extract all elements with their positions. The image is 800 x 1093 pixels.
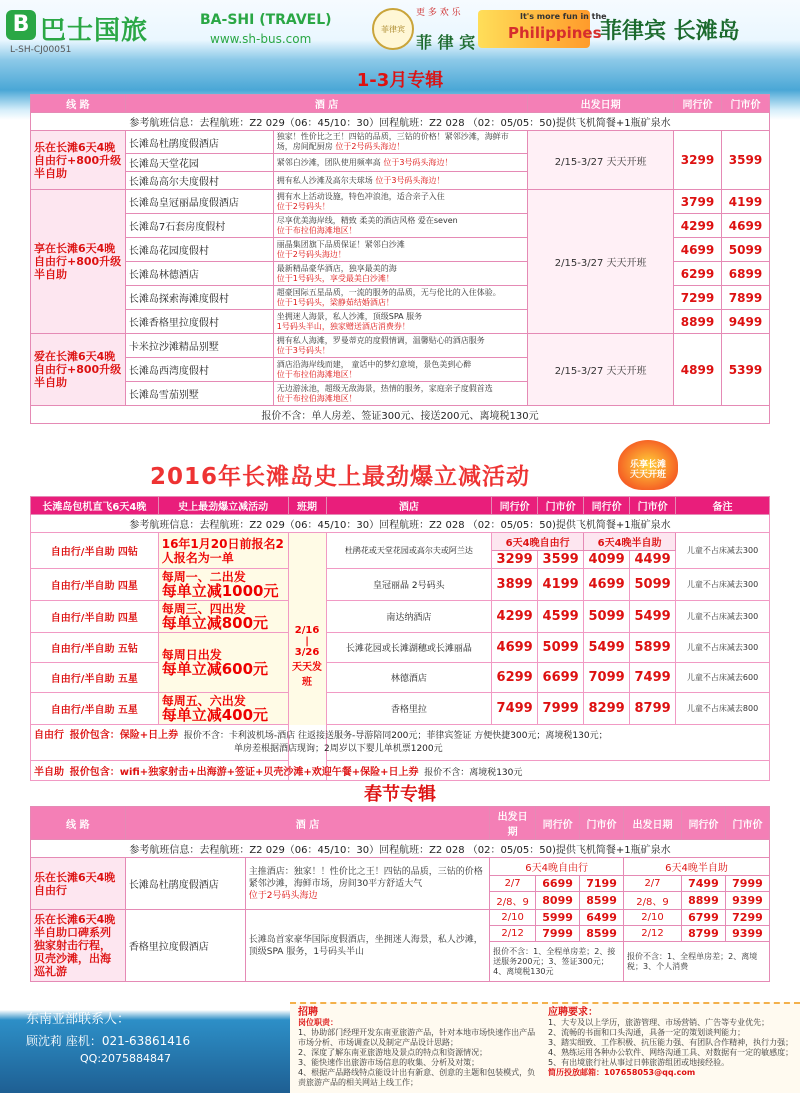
promo-offer-1: 16年1月20日前报名2人报名为一单: [158, 533, 288, 569]
jobs-duties: [298, 1008, 538, 1088]
s3-header-trade: 同行价: [536, 807, 580, 840]
s3-route-2: 乐在长滩6天4晚半自助口碑系列独家射击行程，贝壳沙滩，出海巡礼游: [31, 910, 126, 982]
trade-price: 3299: [674, 131, 722, 190]
jobs-req-item: 5、有出境旅行社从事过日韩旅游组团或地接经验。: [548, 1058, 730, 1067]
jobs-title: 招聘: [298, 1007, 318, 1018]
promo-price: 4299: [492, 601, 538, 633]
promo-header-offer: 史上最劲爆立减活动: [158, 497, 288, 515]
s3-desc-2: 长滩岛首家豪华国际度假酒店，坐拥迷人海景，私人沙滩，顶级SPA 服务，1号码头半山: [245, 910, 489, 982]
promo-hotel: 杜鹃花或天堂花园或高尔夫或阿兰达: [326, 533, 492, 569]
promo-period: 2/16 | 3/26 天天发班: [288, 533, 326, 781]
promo-category: 自由行/半自助 四星: [31, 569, 159, 601]
hotel-name: 长滩岛杜鹃度假酒店: [125, 131, 273, 154]
promo-header-retail: 门市价: [538, 497, 584, 515]
promo-price: 7099: [584, 663, 630, 693]
hotel-name: 卡米拉沙滩精品别墅: [125, 334, 273, 358]
brand-english: BA-SHI (TRAVEL): [200, 12, 332, 28]
promo-header-retail-2: 门市价: [630, 497, 676, 515]
promo-price: 4499: [630, 551, 676, 569]
promo-category: 自由行/半自助 五钻: [31, 633, 159, 663]
promo-category: 自由行/半自助 五星: [31, 693, 159, 725]
s3-price: 9399: [725, 926, 769, 942]
s3-header-retail-2: 门市价: [725, 807, 769, 840]
promo-price: 8299: [584, 693, 630, 725]
section3-title: 春节专辑: [364, 784, 436, 805]
promo-category: 自由行/半自助 五星: [31, 663, 159, 693]
promo-price: 7999: [538, 693, 584, 725]
section1-table: [30, 94, 770, 424]
s3-date: 2/7: [624, 876, 682, 892]
hotel-desc: 紧邻白沙滩，团队使用频率高 位于3号码头海边！: [273, 154, 527, 172]
departure-date: 2/15-3/27 天天开班: [528, 190, 674, 334]
retail-price: 9499: [721, 310, 769, 334]
flight-reference: 参考航班信息：去程航班：Z2 029（06：45/10：30）回程航班：Z2 028 （02：05/05：50)提供飞机简餐+1瓶矿泉水: [31, 113, 770, 131]
jobs-req-item: 3、踏实细致、工作积极、抗压能力强、有团队合作精神，执行力强；: [548, 1038, 794, 1047]
philippines-seal-icon: 菲律宾: [372, 8, 414, 50]
s3-header-hotel: 酒 店: [125, 807, 489, 840]
hotel-name: 长滩岛西湾度假村: [125, 358, 273, 382]
hotel-desc: 独家！性价比之王！四钻的品质，三钻的价格！紧邻沙滩，海鲜市场，房间配厨房 位于2号码头海边！: [273, 131, 527, 154]
contact-title: 东南亚部联系人：: [26, 1012, 131, 1027]
retail-price: 7899: [721, 286, 769, 310]
excluded-costs: 报价不含：单人房差、签证300元、接送200元、离境税130元: [31, 406, 770, 424]
hotel-name: 长滩岛探索海滩度假村: [125, 286, 273, 310]
retail-price: 5099: [721, 238, 769, 262]
promo-price: 5099: [630, 569, 676, 601]
promo-note: 儿童不占床减去300: [676, 601, 770, 633]
contact-name-phone: 顾沈莉 座机：021-63861416: [26, 1034, 191, 1048]
retail-price: 5399: [721, 334, 769, 406]
fire-badge-text: 乐享长滩 天天开班: [629, 460, 666, 480]
trade-price: 3799: [674, 190, 722, 214]
promo-header-route: 长滩岛包机直飞6天4晚: [31, 497, 159, 515]
s3-price: 7999: [536, 926, 580, 942]
hotel-desc: 无边游泳池，超级无敌海景，热情的服务，家庭亲子度假首选 位于布拉伯海滩地区！: [273, 382, 527, 406]
destination-title: 菲律宾 长滩岛: [600, 19, 740, 44]
promo-header-hotel: 酒店: [326, 497, 492, 515]
s3-hotel-1: 长滩岛杜鹃度假酒店: [125, 858, 245, 910]
section3-table: [30, 806, 770, 982]
promo-hotel: 皇冠丽晶 2号码头: [326, 569, 492, 601]
route-name: 乐在长滩6天4晚自由行+800升级半自助: [31, 131, 126, 190]
header: [0, 0, 800, 64]
promo-flight-reference: 参考航班信息：去程航班：Z2 029（06：45/10：30）回程航班：Z2 028 （02：05/05：50)提供飞机简餐+1瓶矿泉水: [31, 515, 770, 533]
jobs-email[interactable]: 107658053@qq.com: [604, 1068, 696, 1077]
s3-date: 2/8、9: [624, 892, 682, 910]
promo-price: 5499: [630, 601, 676, 633]
hotel-name: 长滩香格里拉度假村: [125, 310, 273, 334]
s3-price: 9399: [725, 892, 769, 910]
promo-col-free: 6天4晚自由行: [492, 533, 584, 551]
hotel-name: 长滩岛林德酒店: [125, 262, 273, 286]
promo-price: 4099: [584, 551, 630, 569]
promo-price: 8799: [630, 693, 676, 725]
hotel-desc: 拥有私人海滩，罗曼蒂克的度假情调，温馨贴心的酒店服务 位于3号码头！: [273, 334, 527, 358]
promo-hotel: 长滩花园或长滩湖穗或长滩丽晶: [326, 633, 492, 663]
s3-price: 8599: [580, 892, 624, 910]
s3-price: 8899: [681, 892, 725, 910]
trade-price: 4699: [674, 238, 722, 262]
promo-hotel: 林德酒店: [326, 663, 492, 693]
jobs-req-item: 2、流畅的书面和口头沟通，具备一定的策划谈判能力；: [548, 1028, 746, 1037]
s3-price: 8799: [681, 926, 725, 942]
s3-date: 2/12: [490, 926, 536, 942]
s3-price: 7999: [725, 876, 769, 892]
s3-hotel-2: 香格里拉度假酒店: [125, 910, 245, 982]
jobs-duty-title: 岗位职责：: [298, 1018, 338, 1027]
fun-slogan: 更 多 欢 乐: [416, 8, 461, 18]
promo-price: 5099: [538, 633, 584, 663]
s3-excl-half: 报价不含：1、全程单房差；2、离境税；3、个人消费: [624, 942, 770, 982]
jobs-duty-item: 1、协助部门经理开发东南亚旅游产品，针对本地市场快速作出产品市场分析、市场调查以及制定产品设计思路；: [298, 1028, 536, 1047]
hotel-desc: 丽晶集团旗下品质保证！紧邻白沙滩 位于2号码头海边！: [273, 238, 527, 262]
promo-price: 6299: [492, 663, 538, 693]
departure-date: 2/15-3/27 天天开班: [528, 131, 674, 190]
promo-half-terms: 半自助 报价包含：wifi+独家射击+出海游+签证+贝壳沙滩+欢迎午餐+保险+日上券 报价不含：离境税130元: [31, 761, 770, 781]
hotel-desc: 最新精品豪华酒店，独享最美的海 位于1号码头，享受最美白沙滩！: [273, 262, 527, 286]
s3-excl-free: 报价不含：1、全程单房差；2、接送服务200元；3、签证300元；4、离境税130元: [490, 942, 624, 982]
philippines-name: Philippines: [508, 24, 602, 42]
promo-price: 5899: [630, 633, 676, 663]
promo-offer-4: 每周日出发 每单立减600元: [158, 633, 288, 693]
hotel-name: 长滩岛天堂花园: [125, 154, 273, 172]
s3-price: 7199: [580, 876, 624, 892]
retail-price: 3599: [721, 131, 769, 190]
promo-note: 儿童不占床减去800: [676, 693, 770, 725]
jobs-req-item: 4、熟练运用各种办公软件、网络沟通工具、对数据有一定的敏感度；: [548, 1048, 794, 1057]
hotel-desc: 酒店沿海岸线而建， 童话中的梦幻意境，景色美到心醉 位于布拉伯海滩地区！: [273, 358, 527, 382]
s3-header-retail: 门市价: [580, 807, 624, 840]
s3-price: 6799: [681, 910, 725, 926]
hotel-name: 长滩岛皇冠丽晶度假酒店: [125, 190, 273, 214]
retail-price: 6899: [721, 262, 769, 286]
s3-header-trade-2: 同行价: [681, 807, 725, 840]
promo-header-note: 备注: [676, 497, 770, 515]
promo-header-trade-2: 同行价: [584, 497, 630, 515]
contact-qq: QQ:2075884847: [80, 1052, 172, 1065]
promo-header-period: 班期: [288, 497, 326, 515]
trade-price: 7299: [674, 286, 722, 310]
jobs-requirements: [548, 1008, 794, 1078]
promo-price: 7499: [630, 663, 676, 693]
promo-offer-3: 每周三、四出发 每单立减800元: [158, 601, 288, 633]
s3-flight-reference: 参考航班信息：去程航班：Z2 029（06：45/10：30）回程航班：Z2 028 （02：05/05：50)提供飞机简餐+1瓶矿泉水: [31, 840, 770, 858]
s3-price: 8599: [580, 926, 624, 942]
promo-free-terms: 自由行 报价包含：保险+日上券 报价不含：卡利波机场-酒店 往返接送服务-导游陪同200元；菲律宾签证 方便快捷300元；离境税130元； 单房差根据酒店现询；2周岁以下婴儿单机票1200元: [31, 725, 770, 761]
hotel-desc: 拥有私人沙滩及高尔夫球场 位于3号码头海边！: [273, 172, 527, 190]
jobs-email-label: 简历投放邮箱：: [548, 1068, 604, 1077]
jobs-req-item: 1、大专及以上学历，旅游管理、市场营销、广告等专业优先；: [548, 1018, 770, 1027]
promo-header-trade: 同行价: [492, 497, 538, 515]
trade-price: 6299: [674, 262, 722, 286]
header-hotel: 酒 店: [125, 95, 527, 113]
s3-header-route: 线 路: [31, 807, 126, 840]
s3-price: 6499: [580, 910, 624, 926]
promo-price: 6699: [538, 663, 584, 693]
s3-header-date: 出发日期: [490, 807, 536, 840]
jobs-req-title: 应聘要求：: [548, 1007, 598, 1018]
promo-category: 自由行/半自助 四星: [31, 601, 159, 633]
section1-title: 1-3月专辑: [356, 70, 444, 91]
route-name: 享在长滩6天4晚自由行+800升级半自助: [31, 190, 126, 334]
jobs-duty-item: 3、能快速作出旅游市场信息的收集、分析及对策；: [298, 1058, 480, 1067]
hotel-desc: 超豪国际五星品质，一流的服务的品质，无与伦比的入住体验。 位于1号码头，梁静茹结婚酒店！: [273, 286, 527, 310]
promo-note: 儿童不占床减去300: [676, 533, 770, 569]
promo-price: 4199: [538, 569, 584, 601]
promo-note: 儿童不占床减去300: [676, 633, 770, 663]
s3-route-1: 乐在长滩6天4晚自由行: [31, 858, 126, 910]
promo-price: 4699: [584, 569, 630, 601]
promo-col-half: 6天4晚半自助: [584, 533, 676, 551]
promo-title: 2016年长滩岛史上最劲爆立减活动: [150, 464, 531, 490]
s3-col-free: 6天4晚自由行: [490, 858, 624, 876]
promo-offer-5: 每周五、六出发 每单立减400元: [158, 693, 288, 725]
header-trade-price: 同行价: [674, 95, 722, 113]
promo-note: 儿童不占床减去600: [676, 663, 770, 693]
route-name: 爱在长滩6天4晚自由行+800升级半自助: [31, 334, 126, 406]
promo-price: 5499: [584, 633, 630, 663]
s3-price: 7299: [725, 910, 769, 926]
promo-price: 3299: [492, 551, 538, 569]
header-retail-price: 门市价: [721, 95, 769, 113]
trade-price: 4899: [674, 334, 722, 406]
company-logo-icon: B: [6, 10, 36, 40]
trade-price: 8899: [674, 310, 722, 334]
s3-date: 2/8、9: [490, 892, 536, 910]
promo-table: [30, 496, 770, 781]
retail-price: 4199: [721, 190, 769, 214]
promo-price: 4699: [492, 633, 538, 663]
s3-price: 8099: [536, 892, 580, 910]
hotel-desc: 坐拥迷人海景，私人沙滩，顶级SPA 服务 1号码头半山，独家赠送酒店消费券！: [273, 310, 527, 334]
fun-philippines-cn: 菲 律 宾: [416, 33, 476, 52]
brand-url[interactable]: www.sh-bus.com: [210, 32, 312, 46]
s3-price: 6699: [536, 876, 580, 892]
philippines-tagline: It's more fun in the: [520, 12, 607, 21]
jobs-duty-item: 4、根据产品路线特点能设计出有新意、创意的主题和包装模式，负责旅游产品的相关网站上线工作；: [298, 1068, 536, 1087]
retail-price: 4699: [721, 214, 769, 238]
s3-col-half: 6天4晚半自助: [624, 858, 770, 876]
hotel-name: 长滩岛花园度假村: [125, 238, 273, 262]
s3-price: 5999: [536, 910, 580, 926]
promo-note: 儿童不占床减去300: [676, 569, 770, 601]
s3-date: 2/12: [624, 926, 682, 942]
hotel-name: 长滩岛高尔夫度假村: [125, 172, 273, 190]
company-name: 巴士国旅: [40, 16, 149, 46]
hotel-desc: 拥有水上活动设施，特色冲浪池，适合亲子入住 位于2号码头！: [273, 190, 527, 214]
promo-price: 3599: [538, 551, 584, 569]
s3-date: 2/10: [624, 910, 682, 926]
hotel-name: 长滩岛7石套房度假村: [125, 214, 273, 238]
contact-box: [0, 1002, 290, 1093]
promo-category: 自由行/半自助 四钻: [31, 533, 159, 569]
promo-price: 7499: [492, 693, 538, 725]
header-date: 出发日期: [528, 95, 674, 113]
s3-desc-1: 主推酒店：独家！！性价比之王！四钻的品质，三钻的价格紧邻沙滩，海鲜市场，房间30平方舒适大气 位于2号码头海边: [245, 858, 489, 910]
hotel-name: 长滩岛雪茄别墅: [125, 382, 273, 406]
s3-price: 7499: [681, 876, 725, 892]
jobs-box: [290, 1002, 800, 1093]
s3-date: 2/10: [490, 910, 536, 926]
s3-date: 2/7: [490, 876, 536, 892]
promo-hotel: 香格里拉: [326, 693, 492, 725]
promo-price: 5099: [584, 601, 630, 633]
license-code: L-SH-CJ00051: [10, 45, 72, 55]
promo-offer-2: 每周一、二出发 每单立减1000元: [158, 569, 288, 601]
departure-date: 2/15-3/27 天天开班: [528, 334, 674, 406]
header-route: 线 路: [31, 95, 126, 113]
promo-price: 3899: [492, 569, 538, 601]
promo-price: 4599: [538, 601, 584, 633]
s3-header-date-2: 出发日期: [624, 807, 682, 840]
trade-price: 4299: [674, 214, 722, 238]
promo-hotel: 南达纳酒店: [326, 601, 492, 633]
hotel-desc: 尽享优美海岸线，精致 柔美的酒店风格 爱在seven 位于布拉伯海滩地区！: [273, 214, 527, 238]
jobs-duty-item: 2、深度了解东南亚旅游地及景点的特点和资源情况；: [298, 1048, 488, 1057]
